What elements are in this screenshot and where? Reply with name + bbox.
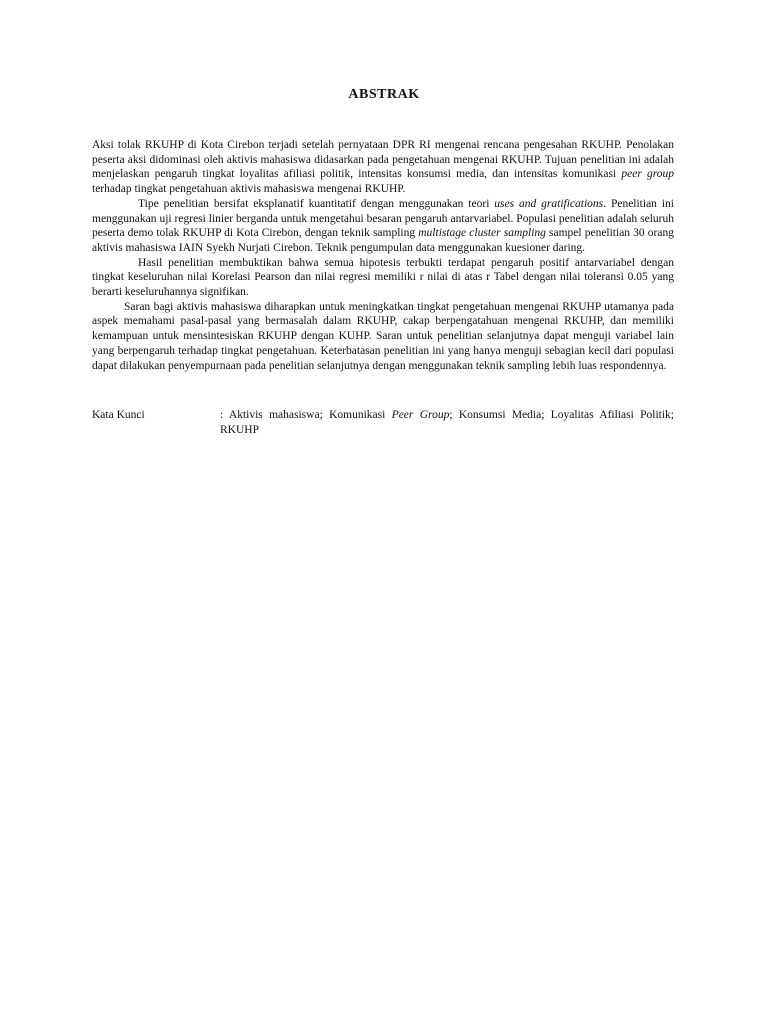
paragraph-1-term-peer-group: peer group (621, 168, 674, 181)
paragraph-2-text-1: Tipe penelitian bersifat eksplanatif kuantitatif dengan menggunakan teori (138, 197, 495, 210)
keywords-label: Kata Kunci (92, 409, 145, 421)
abstract-paragraph-1 (92, 138, 674, 197)
paragraph-1-text-2: terhadap tingkat pengetahuan aktivis mahasiswa mengenai RKUHP. (92, 183, 406, 196)
abstract-paragraph-2 (92, 197, 674, 256)
paragraph-2-text-2: . Penelitian ini menggunakan uji regresi linier berganda untuk mengetahui besaran pengaruh antarvariabel. Populasi penelitian adalah seluruh peserta demo tolak RKUHP di Kota Cirebon, dengan teknik sampling (92, 197, 674, 240)
keywords-list (220, 408, 674, 437)
abstract-body (92, 138, 674, 373)
paragraph-2-term-uses-and-gratifications: uses and gratifications (494, 197, 604, 210)
keywords-term-peer-group: Peer Group (391, 409, 450, 421)
abstract-paragraph-4 (92, 300, 674, 374)
keywords-text-1: : Aktivis mahasiswa; Komunikasi (220, 409, 392, 421)
paragraph-3-text-1: Hasil penelitian membuktikan bahwa semua hipotesis terbukti terdapat pengaruh positif antarvariabel dengan tingkat keseluruhan nilai Korelasi Pearson dan nilai regresi memiliki r nilai di atas r Tabel dengan nilai toleransi 0.05 yang berarti keseluruhannya signifikan. (92, 256, 674, 299)
keywords-text-2: ; Konsumsi Media; Loyalitas Afiliasi Politik; RKUHP (220, 409, 674, 436)
abstract-paragraph-3 (92, 256, 674, 300)
abstract-title: ABSTRAK (348, 87, 420, 102)
paragraph-2-term-multistage: multistage cluster sampling (418, 227, 546, 240)
paragraph-1-text-1: Aksi tolak RKUHP di Kota Cirebon terjadi setelah pernyataan DPR RI mengenai rencana pengesahan RKUHP. Penolakan peserta aksi didominasi oleh aktivis mahasiswa didasarkan pada pengetahuan mengenai RKUHP. Tujuan penelitian ini adalah menjelaskan pengaruh tingkat loyalitas afiliasi politik, intensitas konsumsi media, dan intensitas komunikasi (92, 139, 674, 181)
paragraph-4-text-1: Saran bagi aktivis mahasiswa diharapkan untuk meningkatkan tingkat pengetahuan mengenai RKUHP utamanya pada aspek memahami pasal-pasal yang bermasalah dalam RKUHP, cakap berpengatahuan mengenai RKUHP, dan memiliki kemampuan untuk mensintesiskan RKUHP dengan KUHP. Saran untuk penelitian selanjutnya dapat menguji variabel lain yang berpengaruh terhadap tingkat pengetahuan. Keterbatasan penelitian ini yang hanya menguji sebagian kecil dari populasi dapat dilakukan penyempurnaan pada penelitian selanjutnya dengan menggunakan teknik sampling lebih luas respondennya. (92, 300, 674, 372)
paragraph-2-text-3: sampel penelitian 30 orang aktivis mahasiswa IAIN Syekh Nurjati Cirebon. Teknik pengumpulan data menggunakan kuesioner daring. (92, 227, 674, 254)
keywords-row (92, 408, 674, 437)
